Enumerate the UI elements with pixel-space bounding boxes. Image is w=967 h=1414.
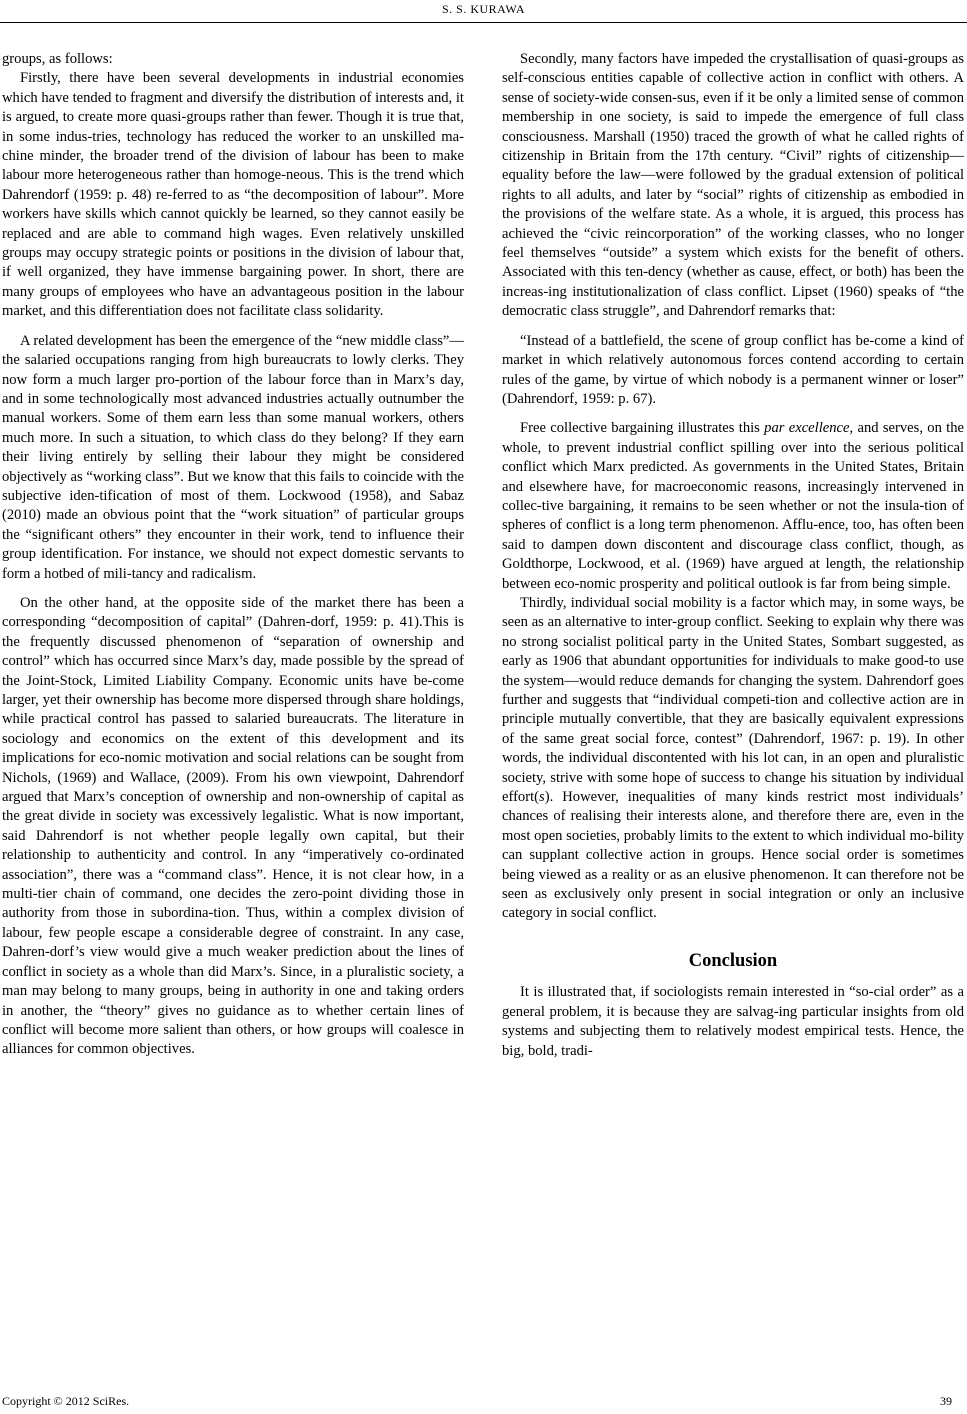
paragraph: Firstly, there have been several developments in industrial economies which have tended to fragment and diversify the distribution of interests and, it is argued, to create more quasi-groups rather than fewer. Though it is true that, in some indus-tries, technology has reduced the worker to an unskilled ma-chine minder, the broader trend of the division of labour has been to make labour more heterogeneous rather than homoge-neous. This is the trend which Dahrendorf (1959: p. 48) re-ferred to as “the decomposition of labour”. More workers have skills which cannot quickly be learned, so they cannot easily be replaced and are able to command high wages. Even relatively unskilled groups may occupy strategic points or positions in the division of labour that, if well organized, they have immense bargaining power. In short, there are many groups of employees who have an advantageous position in the labour market, and this differentiation does not facilitate class solidarity.: [2, 70, 464, 320]
paragraph: groups, as follows:: [2, 51, 113, 67]
text-run: ). However, inequalities of many kinds restrict most individuals’ chances of realising their interests alone, and therefore there are, even in the most open societies, probably limits to the extent to which individual mo-bility can supplant collective action in groups. Hence social order is sometimes being viewed as a reality or as an elusive phenomenon. It can therefore not be seen as exclusively only present in social integration or only an inclusive category in social conflict.: [502, 789, 964, 922]
left-column: [2, 50, 464, 1060]
paragraph: [502, 594, 964, 924]
page-number: 39: [940, 1394, 952, 1408]
italic-text: s: [539, 789, 545, 806]
running-head: S. S. KURAWA: [441, 2, 526, 16]
italic-text: par excellence: [764, 420, 850, 437]
block-quote: “Instead of a battlefield, the scene of group conflict has be-come a kind of market in which relatively autonomous forces contend according to certain rules of the game, by virtue of which nobody is a permanent winner or loser” (Dahrendorf, 1959: p. 67).: [502, 332, 964, 407]
paragraph: It is illustrated that, if sociologists remain interested in “so-cial order” as a general problem, it is because they are salvag-ing particular insights from old systems and subjecting them to relatively modest empirical tests. Hence, the big, bold, tradi-: [502, 984, 964, 1059]
section-title: Conclusion: [688, 950, 778, 971]
paragraph: On the other hand, at the opposite side of the market there has been a corresponding “decomposition of capital” (Dahren-dorf, 1959: p. 41).This is the frequently discussed phenomenon of “separation of ownership and control” which has occurred since Marx’s day, made possible by the spread of the Joint-Stock, Limited Liability Company. Economic units have be-come larger, yet their ownership has become more dispersed through share holdings, while practical control has passed to salaried bureaucrats. The literature in sociology and economics on the extent of this development and its implications for eco-nomic motivation and social relations can be sought from Nichols, (1969) and Wallace, (2009). From his own viewpoint, Dahrendorf argued that Marx’s conception of ownership and non-ownership of capital as the great divide in society was excessively legalistic. What is now important, said Dahrendorf is not whether people legally own capital, but their relationship to authenticity and control. In any “imperatively co-ordinated association”, there was a “command class”. Hence, it is not clear how, in a multi-tier chain of command, one decides the zero-point dividing those in authority from those in subordina-tion. Thus, within a complex division of labour, few people escape a considerable degree of constraint. In any case, Dahren-dorf’s view would give a much weaker prediction about the lines of conflict in society as a whole than did Marx’s. Since, in a pluralistic society, a man may belong to many groups, being in authority in one and taking orders in another, the “theory” gives no guidance as to whether certain lines of conflict will become more salient than others, or how groups will coalesce in alliances for common objectives.: [2, 594, 464, 1058]
copyright-notice: Copyright © 2012 SciRes.: [2, 1394, 130, 1408]
header-rule: [0, 22, 967, 23]
text-run: , and serves, on the whole, to prevent industrial conflict spilling over into the serious political conflict which Marx predicted. As governments in the United States, Britain and elsewhere have, for macroeconomic reasons, increasingly intervened in collec-tive bargaining, it remains to be seen whether or not the insula-tion of spheres of conflict is a long term phenomenon. Afflu-ence, too, has often been said to dampen down discontent and discourage class conflict, though, as Goldthorpe, Lockwood, et al. (1969) have argued at length, the relationship between eco-nomic prosperity and political outlook is far from being simple.: [502, 420, 965, 592]
paragraph: [502, 419, 964, 594]
text-run: Thirdly, individual social mobility is a factor which may, in some ways, be seen as an alternative to inter-group conflict. Seeking to explain why there was no strong socialist political party in the United States, Sombart suggested, as early as 1906 that abundant opportunities for individuals to make good-to use the system—would reduce demands for changing the system. Dahrendorf goes further and suggests that “individual competi-tion and collective action are in principle mutually convertible, that they are basically equivalent expressions of the same great social force, contest” (Dahrendorf, 1967: p. 19). In other words, the individual discontented with his lot can, in an open and pluralistic society, strive with some hope of success to change his situation by individual effort(: [502, 594, 964, 806]
right-column: [502, 50, 964, 1061]
text-run: Free collective bargaining illustrates this: [520, 420, 765, 437]
paragraph: Secondly, many factors have impeded the crystallisation of quasi-groups as self-conscious entities capable of collective action in conflict with others. A sense of society-wide consen-sus, even if it be only a limited sense of common membership in one society, is said to impede the emergence of full class consciousness. Marshall (1950) traced the growth of what he called rights of citizenship in Britain from the 17th century. “Civil” rights of citizenship—equality before the law—were followed by the gradual extension of political rights to all adults, and later by “social” rights of citizenship as embodied in the provisions of the welfare state. As a whole, it is argued, this process has achieved the “civic reincorporation” of the working classes, who no longer feel themselves “outside” a system which exists for the benefit of others. Associated with this ten-dency (whether as cause, effect, or both) has been the increas-ing institutionalization of class conflict. Lipset (1960) speaks of “the democratic class struggle”, and Dahrendorf remarks that:: [502, 51, 964, 320]
paragraph: A related development has been the emergence of the “new middle class”—the salaried occupations ranging from high bureaucrats to lowly clerks. They now form a much larger pro-portion of the labour force than in Marx’s day, and in some technologically most advanced industries actually outnumber the manual workers. Some of them earn less than some manual workers, others much more. In such a situation, to which class do they belong? If they earn their living entirely by selling their labour they might be considered objectively as “working class”. But we know that this fails to coincide with the subjective iden-tification of most of them. Lockwood (1958), and Sabaz (2010) made an obvious point that the “work situation” of particular groups the “significant others” they encounter in their work, tend to influence their group identification. For instance, we should not expect domestic servants to form a hotbed of mili-tancy and radicalism.: [2, 332, 464, 582]
